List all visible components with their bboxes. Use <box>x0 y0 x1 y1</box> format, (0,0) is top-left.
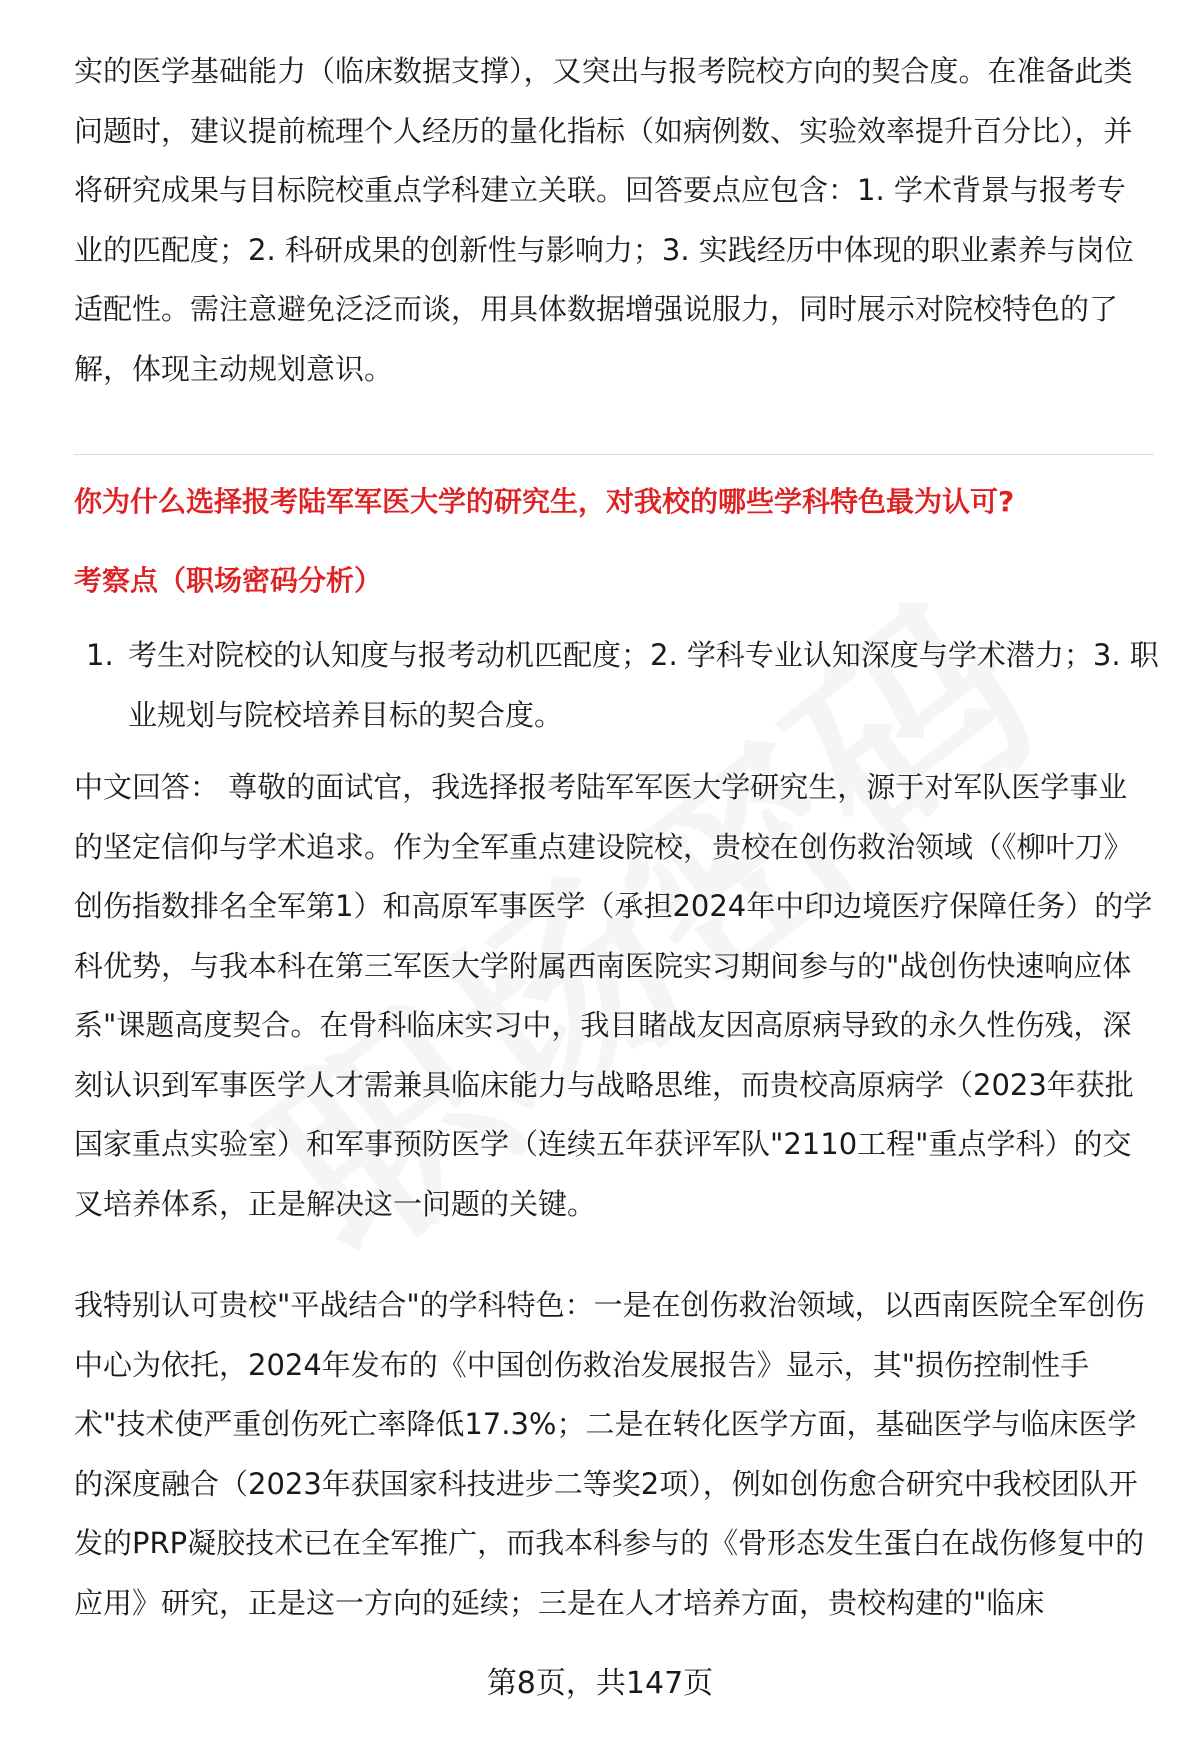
page-indicator: 第8页，共147页 <box>486 1666 714 1701</box>
list-item-number: 1. <box>86 638 114 672</box>
answer-paragraph: 中文回答： 尊敬的面试官，我选择报考陆军军医大学研究生，源于对军队医学事业的坚定信仰与学术追求。作为全军重点建设院校，贵校在创伤救治领域（《柳叶刀》创伤指数排名全军第1）和高原军事医学（承担2024年中印边境医疗保障任务）的学科优势，与我本科在第三军医大学附属西南医院实习期间参与的"战创伤快速响应体系"课题高度契合。在骨科临床实习中，我目睹战友因高原病导致的永久性伤残，深刻认识到军事医学人才需兼具临床能力与战略思维，而贵校高原病学（2023年获批国家重点实验室）和军事预防医学（连续五年获评军队"2110工程"重点学科）的交叉培养体系，正是解决这一问题的关键。 <box>74 770 1153 1221</box>
intro-paragraph: 实的医学基础能力（临床数据支撑），又突出与报考院校方向的契合度。在准备此类问题时，建议提前梳理个人经历的量化指标（如病例数、实验效率提升百分比），并将研究成果与目标院校重点学科建立关联。回答要点应包含：1. 学术背景与报考专业的匹配度；2. 科研成果的创新性与影响力；3. 实践经历中体现的职业素养与岗位适配性。需注意避免泛泛而谈，用具体数据增强说服力，同时展示对院校特色的了解，体现主动规划意识。 <box>74 54 1134 386</box>
assessment-label: 考察点（职场密码分析） <box>74 564 383 597</box>
list-item-text: 考生对院校的认知度与报考动机匹配度；2. 学科专业认知深度与学术潜力；3. 职业规划与院校培养目标的契合度。 <box>128 638 1159 732</box>
answer-paragraph-continued: 我特别认可贵校"平战结合"的学科特色：一是在创伤救治领域，以西南医院全军创伤中心为依托，2024年发布的《中国创伤救治发展报告》显示，其"损伤控制性手术"技术使严重创伤死亡率降低17.3%；二是在转化医学方面，基础医学与临床医学的深度融合（2023年获国家科技进步二等奖2项），例如创伤愈合研究中我校团队开发的PRP凝胶技术已在全军推广，而我本科参与的《骨形态发生蛋白在战伤修复中的应用》研究，正是这一方向的延续；三是在人才培养方面，贵校构建的"临床 <box>74 1288 1145 1620</box>
question-title: 你为什么选择报考陆军军医大学的研究生，对我校的哪些学科特色最为认可? <box>74 485 1015 518</box>
list-item <box>74 626 1159 745</box>
section-divider <box>74 454 1154 455</box>
assessment-list <box>74 626 1159 745</box>
